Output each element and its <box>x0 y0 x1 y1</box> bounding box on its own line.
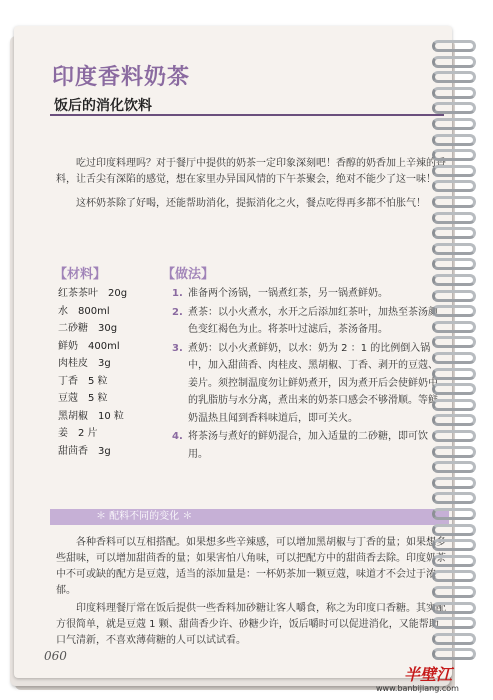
spiral-ring <box>432 368 476 380</box>
spiral-ring <box>432 524 476 536</box>
intro-paragraph: 这杯奶茶除了好喝，还能帮助消化，提振消化之火，餐点吃得再多都不怕胀气！ <box>76 198 426 209</box>
method-step <box>172 304 444 339</box>
spiral-ring <box>432 196 476 208</box>
method-steps <box>172 285 444 464</box>
step-text: 煮茶：以小火煮水，水开之后添加红茶叶，加热至茶汤颜色变红褐色为止。将茶叶过滤后，茶汤备用。 <box>188 306 438 335</box>
variations-paragraph: 各种香料可以互相搭配。如果想多些辛辣感，可以增加黑胡椒与丁香的量；如果想多些甜味，可以增加甜茴香的量；如果害怕八角味，可以把配方中的甜茴香去除。印度奶茶中不可或缺的配方是豆蔻，适当的添加量是：一杯奶茶加一颗豆蔻，味道才不会过于浓郁。 <box>56 537 446 596</box>
spiral-ring <box>432 383 476 395</box>
spiral-ring <box>432 539 476 551</box>
spiral-ring <box>432 586 476 598</box>
spiral-ring <box>432 243 476 255</box>
spiral-ring <box>432 118 476 130</box>
step-text: 准备两个汤锅，一锅煮红茶，另一锅煮鲜奶。 <box>188 288 388 299</box>
spiral-ring <box>432 508 476 520</box>
material-item: 丁香 5 粒 <box>58 375 108 387</box>
step-number: 1. <box>172 288 183 299</box>
notebook-page <box>14 26 452 678</box>
step-text: 将茶汤与煮好的鲜奶混合，加入适量的二砂糖，即可饮用。 <box>188 431 428 460</box>
spiral-ring <box>432 555 476 567</box>
material-item: 肉桂皮 3g <box>58 358 111 369</box>
material-item: 甜茴香 3g <box>58 445 111 457</box>
spiral-ring <box>432 71 476 83</box>
spiral-ring <box>432 290 476 302</box>
spiral-ring <box>432 633 476 645</box>
spiral-ring <box>432 274 476 286</box>
step-text: 煮奶：以小火煮鲜奶，以水：奶为 2 ：1 的比例倒入锅中，加入甜茴香、肉桂皮、黑胡椒、丁香、剥开的豆蔻、姜片。须控制温度勿让鲜奶煮开，因为煮开后会使鲜奶中的乳脂肪与水分离，煮出来的奶茶口感会不够滑顺。等鲜奶温热且闻到香料味道后，即可关火。 <box>188 342 438 424</box>
watermark-url: www.banbijiang.com <box>376 684 459 693</box>
spiral-ring <box>432 321 476 333</box>
method-step <box>172 428 444 463</box>
intro-text <box>56 156 448 220</box>
method-step <box>172 285 444 303</box>
material-item: 水 800ml <box>58 305 110 317</box>
spiral-ring <box>432 477 476 489</box>
spiral-ring <box>432 165 476 177</box>
variations-heading-bar: ＊ 配料不同的变化 ＊ <box>50 509 449 525</box>
spiral-ring <box>432 570 476 582</box>
spiral-ring <box>432 102 476 114</box>
spiral-ring <box>432 617 476 629</box>
spiral-ring <box>432 414 476 426</box>
spiral-ring <box>432 461 476 473</box>
method-heading: 【做法】 <box>162 267 215 282</box>
spiral-binding <box>432 40 492 680</box>
spiral-ring <box>432 258 476 270</box>
material-item: 豆蔻 5 粒 <box>58 393 108 404</box>
spiral-ring <box>432 336 476 348</box>
spiral-ring <box>432 212 476 224</box>
spiral-ring <box>432 430 476 442</box>
page-title: 印度香料奶茶 <box>52 64 191 90</box>
materials-list <box>58 285 127 460</box>
spiral-ring <box>432 134 476 146</box>
materials-heading: 【材料】 <box>54 267 107 282</box>
spiral-ring <box>432 399 476 411</box>
spiral-ring <box>432 648 476 660</box>
variations-paragraph: 印度料理餐厅常在饭后提供一些香料加砂糖让客人嚼食，称之为印度口香糖。其实配方很简单，就是豆蔻 1 颗、甜茴香少许、砂糖少许，饭后嚼时可以促进消化，又能帮助口气清新，不喜欢薄荷糖的人可以试试看。 <box>56 603 446 646</box>
spiral-ring <box>432 492 476 504</box>
spiral-ring <box>432 149 476 161</box>
spiral-ring <box>432 180 476 192</box>
variations-text <box>56 535 448 651</box>
spiral-ring <box>432 352 476 364</box>
spiral-ring <box>432 227 476 239</box>
spiral-ring <box>432 305 476 317</box>
step-number: 4. <box>172 431 183 442</box>
watermark-logo: 半壁江 <box>404 665 453 684</box>
page-subtitle: 饭后的消化饮料 <box>54 98 152 114</box>
spiral-ring <box>432 602 476 614</box>
spiral-ring <box>432 56 476 68</box>
spiral-ring <box>432 446 476 458</box>
step-number: 2. <box>172 306 183 318</box>
intro-paragraph: 吃过印度料理吗？对于餐厅中提供的奶茶一定印象深刻吧！香醇的奶香加上辛辣的香料，让舌尖有深陷的感觉，想在家里办异国风情的下午茶聚会，绝对不能少了这一味！ <box>56 158 446 185</box>
material-item: 红茶茶叶 20g <box>58 288 128 299</box>
spiral-ring <box>432 40 476 52</box>
page-number: 060 <box>44 649 67 663</box>
material-item: 姜 2 片 <box>58 428 98 439</box>
title-divider <box>50 114 444 116</box>
method-step <box>172 340 444 428</box>
material-item: 黑胡椒 10 粒 <box>58 410 124 422</box>
material-item: 二砂糖 30g <box>58 323 118 334</box>
step-number: 3. <box>172 342 183 354</box>
spiral-ring <box>432 87 476 99</box>
material-item: 鲜奶 400ml <box>58 340 120 352</box>
